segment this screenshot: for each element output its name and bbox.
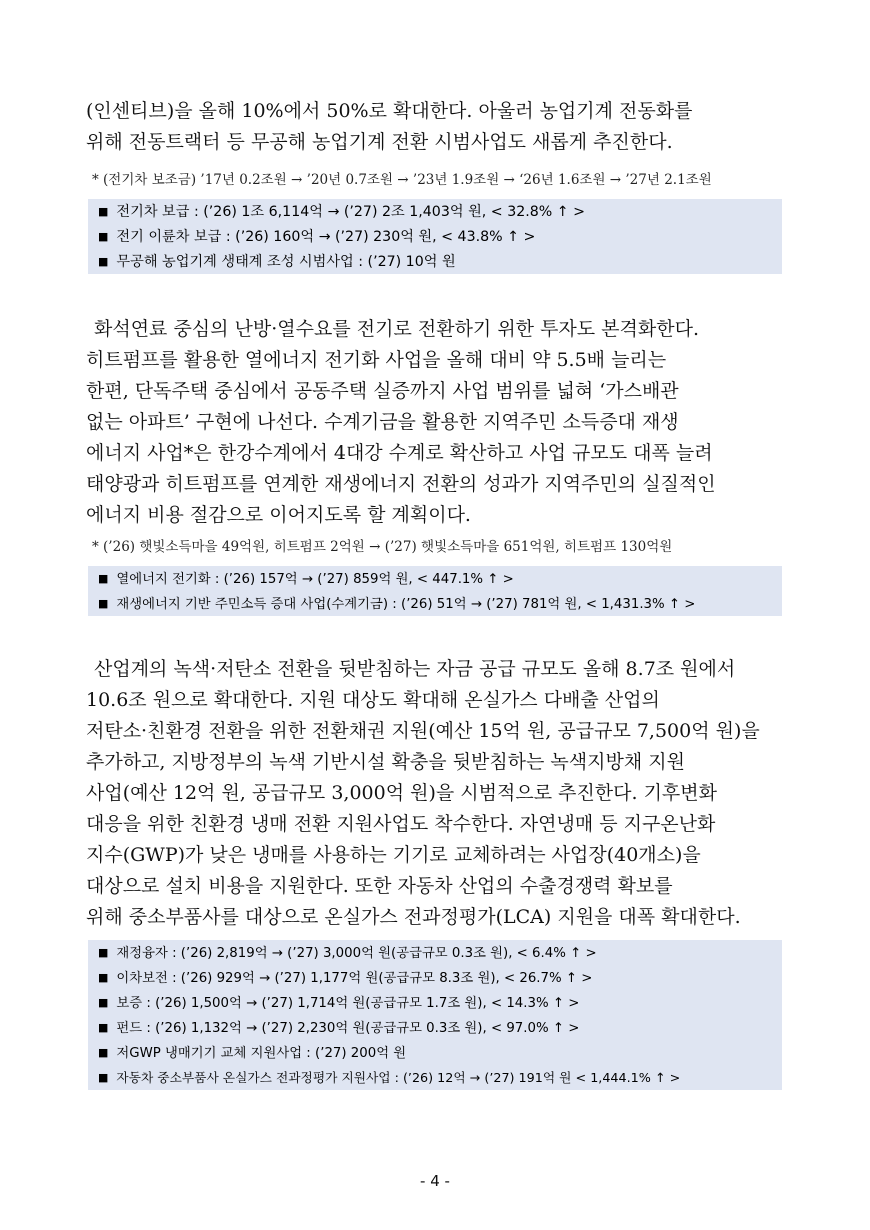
square-bullet-icon: ■ [98,1046,109,1059]
paragraph-line: 대응을 위한 친환경 냉매 전환 지원사업도 착수한다. 자연냉매 등 지구온난화 [86,813,716,835]
budget-box-heat [88,566,782,616]
budget-item: ■ 이차보전 : (’26) 929억 → (’27) 1,177억 원(공급규모 8.3조 원), < 26.7% ↑ > [98,971,593,986]
square-bullet-icon: ■ [98,255,109,268]
paragraph-line: 10.6조 원으로 확대한다. 지원 대상도 확대해 온실가스 다배출 산업의 [86,689,660,711]
paragraph-green-finance [86,654,786,933]
paragraph-line: 대상으로 설치 비용을 지원한다. 또한 자동차 산업의 수출경쟁력 확보를 [86,875,673,897]
page-number: - 4 - [420,1172,450,1190]
budget-item: ■ 무공해 농업기계 생태계 조성 시범사업 : (’27) 10억 원 [98,254,456,270]
paragraph-line: 위해 중소부품사를 대상으로 온실가스 전과정평가(LCA) 지원을 대폭 확대한다. [86,906,741,928]
budget-item: ■ 전기 이륜차 보급 : (’26) 160억 → (’27) 230억 원, < 43.8% ↑ > [98,229,536,245]
paragraph-line: 에너지 비용 절감으로 이어지도록 할 계획이다. [86,504,471,526]
paragraph-heat-electrification [86,314,786,531]
square-bullet-icon: ■ [98,971,109,984]
paragraph-line: 지수(GWP)가 낮은 냉매를 사용하는 기기로 교체하려는 사업장(40개소)을 [86,844,701,866]
footnote-solar-village: * (’26) 햇빛소득마을 49억원, 히트펌프 2억원 → (’27) 햇빛소득마을 651억원, 히트펌프 130억원 [92,539,673,555]
paragraph-line: 위해 전동트랙터 등 무공해 농업기계 전환 시범사업도 새롭게 추진한다. [86,131,673,153]
paragraph-line: 사업(예산 12억 원, 공급규모 3,000억 원)을 시범적으로 추진한다. 기후변화 [86,782,717,804]
budget-item: ■ 열에너지 전기화 : (’26) 157억 → (’27) 859억 원, < 447.1% ↑ > [98,572,514,587]
budget-item: ■ 펀드 : (’26) 1,132억 → (’27) 2,230억 원(공급규모 0.3조 원), < 97.0% ↑ > [98,1021,580,1036]
square-bullet-icon: ■ [98,946,109,959]
paragraph-line: (인센티브)을 올해 10%에서 50%로 확대한다. 아울러 농업기계 전동화를 [86,100,693,122]
paragraph-line: 없는 아파트’ 구현에 나선다. 수계기금을 활용한 지역주민 소득증대 재생 [86,411,679,433]
square-bullet-icon: ■ [98,597,109,610]
square-bullet-icon: ■ [98,996,109,1009]
budget-box-finance [88,940,782,1090]
budget-item: ■ 전기차 보급 : (’26) 1조 6,114억 → (’27) 2조 1,403억 원, < 32.8% ↑ > [98,204,586,220]
budget-item: ■ 저GWP 냉매기기 교체 지원사업 : (’27) 200억 원 [98,1046,407,1061]
square-bullet-icon: ■ [98,572,109,585]
budget-item: ■ 재정융자 : (’26) 2,819억 → (’27) 3,000억 원(공급규모 0.3조 원), < 6.4% ↑ > [98,946,597,961]
paragraph-line: 히트펌프를 활용한 열에너지 전기화 사업을 올해 대비 약 5.5배 늘리는 [86,349,667,371]
square-bullet-icon: ■ [98,1021,109,1034]
paragraph-line: 산업계의 녹색·저탄소 전환을 뒷받침하는 자금 공급 규모도 올해 8.7조 원에서 [94,658,736,680]
paragraph-line: 한편, 단독주택 중심에서 공동주택 실증까지 사업 범위를 넓혀 ‘가스배관 [86,380,679,402]
budget-item: ■ 재생에너지 기반 주민소득 증대 사업(수계기금) : (’26) 51억 → (’27) 781억 원, < 1,431.3% ↑ > [98,597,696,612]
square-bullet-icon: ■ [98,205,109,218]
budget-item: ■ 자동차 중소부품사 온실가스 전과정평가 지원사업 : (’26) 12억 → (’27) 191억 원 < 1,444.1% ↑ > [98,1071,681,1086]
paragraph-line: 화석연료 중심의 난방·열수요를 전기로 전환하기 위한 투자도 본격화한다. [94,318,699,340]
budget-item: ■ 보증 : (’26) 1,500억 → (’27) 1,714억 원(공급규모 1.7조 원), < 14.3% ↑ > [98,996,580,1011]
paragraph-line: 저탄소·친환경 전환을 위한 전환채권 지원(예산 15억 원, 공급규모 7,500억 원)을 [86,720,760,742]
square-bullet-icon: ■ [98,230,109,243]
paragraph-line: 에너지 사업*은 한강수계에서 4대강 수계로 확산하고 사업 규모도 대폭 늘려 [86,442,713,464]
square-bullet-icon: ■ [98,1071,109,1084]
paragraph-line: 태양광과 히트펌프를 연계한 재생에너지 전환의 성과가 지역주민의 실질적인 [86,473,716,495]
paragraph-ev-incentive [86,96,786,158]
paragraph-line: 추가하고, 지방정부의 녹색 기반시설 확충을 뒷받침하는 녹색지방채 지원 [86,751,685,773]
footnote-ev-subsidy: * (전기차 보조금) ’17년 0.2조원 → ’20년 0.7조원 → ’23년 1.9조원 → ‘26년 1.6조원 → ’27년 2.1조원 [92,172,712,188]
budget-box-ev [88,199,782,274]
